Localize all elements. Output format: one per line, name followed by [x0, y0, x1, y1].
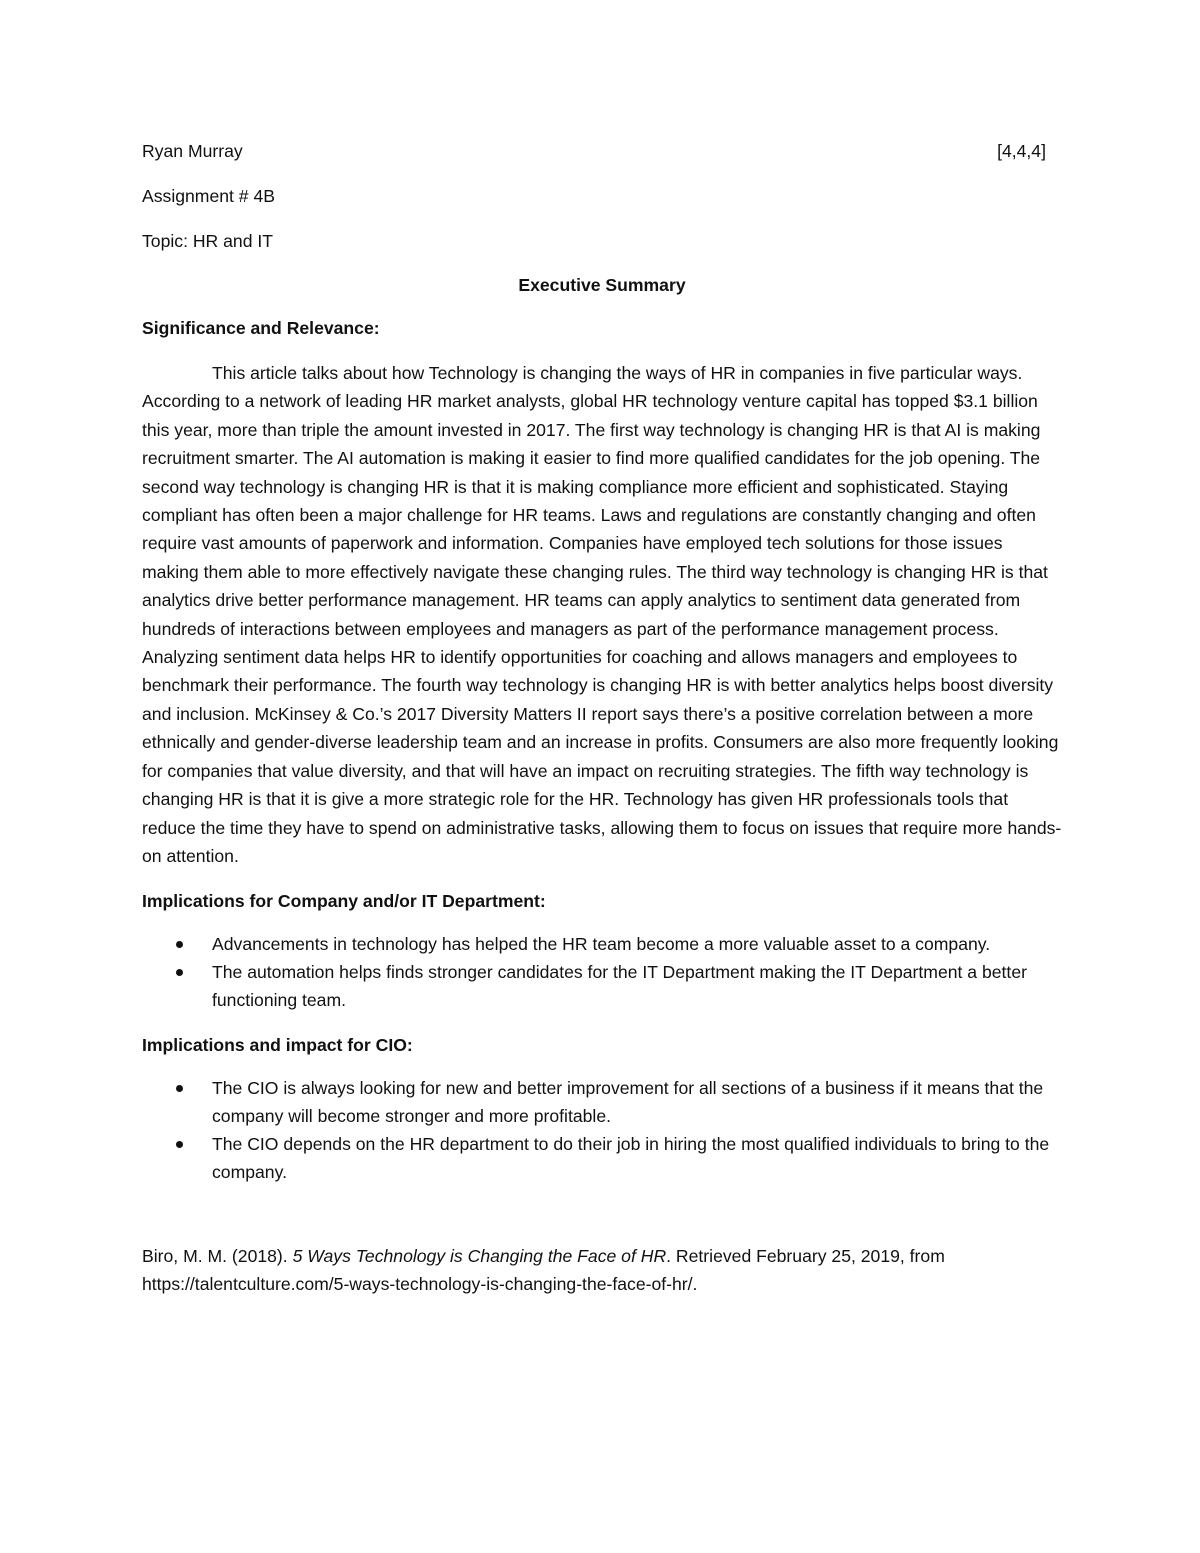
- list-item: [142, 930, 1062, 958]
- reference-title: 5 Ways Technology is Changing the Face of HR: [292, 1246, 667, 1267]
- grade-score: [4,4,4]: [997, 141, 1046, 161]
- bullet-text: The CIO is always looking for new and better improvement for all sections of a business if it means that the company will become stronger and more profitable.: [212, 1078, 1044, 1127]
- reference-prefix: Biro, M. M. (2018).: [142, 1246, 293, 1267]
- company-implications-list: [142, 930, 1062, 1014]
- document-page: [142, 137, 1062, 1298]
- author-name: Ryan Murray: [142, 141, 243, 161]
- bullet-text: The CIO depends on the HR department to do their job in hiring the most qualified individuals to bring to the company.: [212, 1134, 1050, 1183]
- company-implications-heading: Implications for Company and/or IT Department:: [142, 891, 546, 912]
- bullet-icon: [176, 1085, 183, 1092]
- list-item: [142, 1130, 1062, 1186]
- bullet-text: The automation helps finds stronger candidates for the IT Department making the IT Department a better functioning team.: [212, 962, 1027, 1011]
- reference-citation: [142, 1242, 1062, 1298]
- bullet-icon: [176, 1141, 183, 1148]
- header-line: [142, 137, 1062, 165]
- significance-heading: Significance and Relevance:: [142, 318, 380, 338]
- list-item: [142, 1074, 1062, 1130]
- cio-implications-list: [142, 1074, 1062, 1186]
- document-title: Executive Summary: [518, 275, 686, 295]
- reference-suffix: . Retrieved February 25, 2019, from https://talentculture.com/5-ways-technology-is-changing-the-face-of-hr/.: [142, 1246, 945, 1295]
- bullet-icon: [176, 941, 183, 948]
- topic-line: Topic: HR and IT: [142, 231, 274, 251]
- bullet-icon: [176, 969, 183, 976]
- cio-implications-heading: Implications and impact for CIO:: [142, 1035, 413, 1056]
- significance-body: This article talks about how Technology is changing the ways of HR in companies in five particular ways. According to a network of leading HR market analysts, global HR technology venture capital has topped $3.1 billion this year, more than triple the amount invested in 2017. The first way technology is changing HR is that AI is making recruitment smarter. The AI automation is making it easier to find more qualified candidates for the job opening. The second way technology is changing HR is that it is making compliance more efficient and sophisticated. Staying compliant has often been a major challenge for HR teams. Laws and regulations are constantly changing and often require vast amounts of paperwork and information. Companies have employed tech solutions for those issues making them able to more effectively navigate these changing rules. The third way technology is changing HR is that analytics drive better performance management. HR teams can apply analytics to sentiment data generated from hundreds of interactions between employees and managers as part of the performance management process. Analyzing sentiment data helps HR to identify opportunities for coaching and allows managers and employees to benchmark their performance. The fourth way technology is changing HR is with better analytics helps boost diversity and inclusion. McKinsey & Co.’s 2017 Diversity Matters II report says there’s a positive correlation between a more ethnically and gender-diverse leadership team and an increase in profits. Consumers are also more frequently looking for companies that value diversity, and that will have an impact on recruiting strategies. The fifth way technology is changing HR is that it is give a more strategic role for the HR. Technology has given HR professionals tools that reduce the time they have to spend on administrative tasks, allowing them to focus on issues that require more hands-on attention.: [142, 363, 1062, 866]
- assignment-line: Assignment # 4B: [142, 186, 276, 206]
- bullet-text: Advancements in technology has helped the HR team become a more valuable asset to a company.: [212, 934, 991, 955]
- list-item: [142, 958, 1062, 1014]
